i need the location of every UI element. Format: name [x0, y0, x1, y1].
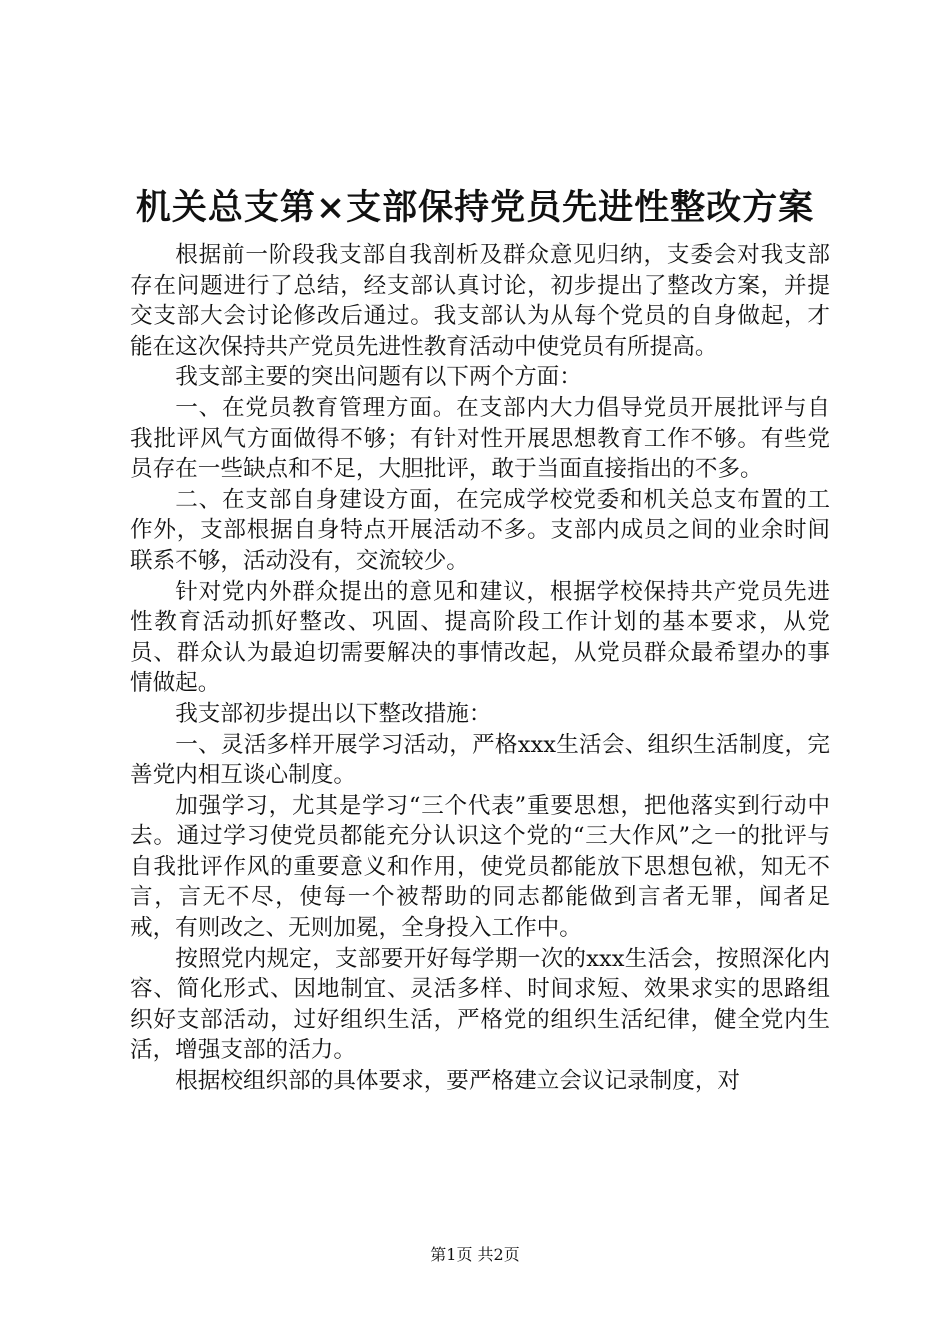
paragraph: 二、在支部自身建设方面，在完成学校党委和机关总支布置的工作外，支部根据自身特点开展活动不多。支部内成员之间的业余时间联系不够，活动没有，交流较少。 — [130, 486, 830, 574]
paragraph: 一、在党员教育管理方面。在支部内大力倡导党员开展批评与自我批评风气方面做得不够；有针对性开展思想教育工作不够。有些党员存在一些缺点和不足，大胆批评，敢于当面直接指出的不多。 — [130, 394, 830, 483]
paragraph: 加强学习，尤其是学习“三个代表”重要思想，把他落实到行动中去。通过学习使党员都能充分认识这个党的“三大作风”之一的批评与自我批评作风的重要意义和作用，使党员都能放下思想包袱，知无不言，言无不尽，使每一个被帮助的同志都能做到言者无罪，闻者足戒，有则改之、无则加冕，全身投入工作中。 — [130, 792, 830, 942]
paragraph: 根据校组织部的具体要求，要严格建立会议记录制度，对 — [175, 1068, 741, 1095]
paragraph: 一、灵活多样开展学习活动，严格xxx生活会、组织生活制度，完善党内相互谈心制度。 — [130, 731, 830, 789]
page-footer: 第1页 共2页 — [430, 1245, 520, 1264]
document-body — [130, 240, 830, 1097]
paragraph: 针对党内外群众提出的意见和建议，根据学校保持共产党员先进性教育活动抓好整改、巩固、提高阶段工作计划的基本要求，从党员、群众认为最迫切需要解决的事情改起，从党员群众最希望办的事情做起。 — [130, 578, 830, 697]
paragraph: 根据前一阶段我支部自我剖析及群众意见归纳，支委会对我支部存在问题进行了总结，经支部认真讨论，初步提出了整改方案，并提交支部大会讨论修改后通过。我支部认为从每个党员的自身做起，才能在这次保持共产党员先进性教育活动中使党员有所提高。 — [130, 242, 830, 360]
paragraph: 按照党内规定，支部要开好每学期一次的xxx生活会，按照深化内容、简化形式、因地制宜、灵活多样、时间求短、效果求实的思路组织好支部活动，过好组织生活，严格党的组织生活纪律，健全党内生活，增强支部的活力。 — [130, 945, 830, 1064]
paragraph: 我支部初步提出以下整改措施： — [175, 700, 492, 727]
paragraph: 我支部主要的突出问题有以下两个方面： — [175, 364, 582, 391]
document-title: 机关总支第×支部保持党员先进性整改方案 — [135, 187, 815, 228]
